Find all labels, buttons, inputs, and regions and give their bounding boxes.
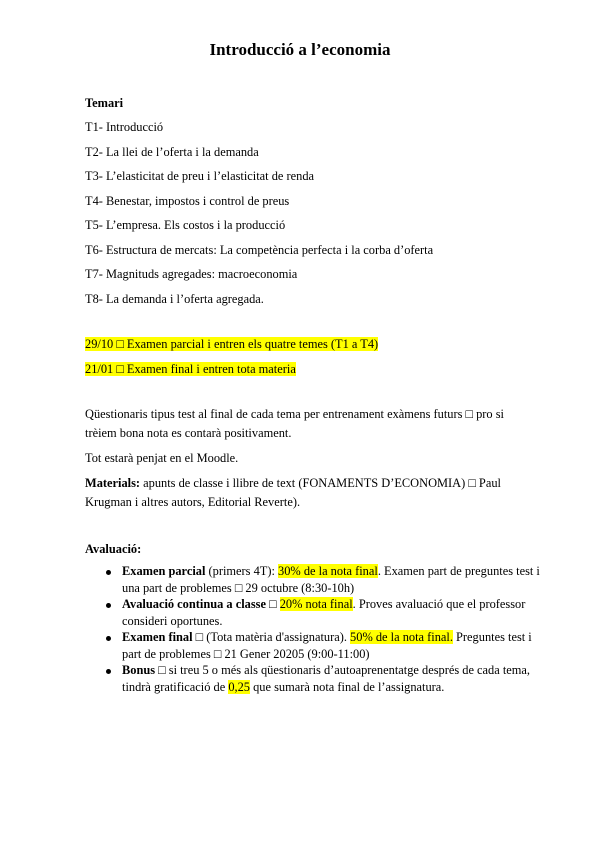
avaluacio-heading: Avaluació: [85,542,142,556]
item-text: □ [266,597,280,611]
list-item [122,563,552,597]
topic-item: T5- L’empresa. Els costos i la producció [85,218,286,232]
item-highlight: 50% de la nota final. [350,630,453,644]
exam-date-final: 21/01 □ Examen final i entren tota materia [85,362,296,376]
item-text: . Proves avaluació que el professor consideri oportunes. [122,597,526,628]
item-text: que sumarà nota final de l’assignatura. [250,680,445,694]
item-label: Examen parcial [122,564,206,578]
materials-text: apunts de classe i llibre de text (FONAMENTS D’ECONOMIA) □ Paul Krugman i altres autors, Editorial Reverte). [85,476,501,509]
item-label: Bonus [122,663,156,677]
item-text: (primers 4T): [205,564,279,578]
materials-label: Materials: [85,476,141,490]
topic-item: T6- Estructura de mercats: La competència perfecta i la corba d’oferta [85,242,434,257]
list-item [122,596,552,630]
avaluacio-list [85,563,552,695]
materials-paragraph [85,474,515,512]
topic-item: T7- Magnituds agregades: macroeconomia [85,267,298,281]
list-item [122,629,552,663]
topic-item: T3- L’elasticitat de preu i l’elasticitat de renda [85,169,315,183]
item-highlight: 30% de la nota final [278,564,378,578]
item-highlight: 20% nota final [279,597,353,611]
topic-item: T2- La llei de l’oferta i la demanda [85,144,259,159]
item-highlight: 0,25 [228,680,250,694]
page-title: Introducció a l’economia [209,40,391,59]
topic-item: T4- Benestar, impostos i control de preus [85,193,290,208]
item-text: □ (Tota matèria d'assignatura). [192,630,351,644]
item-text: □ si treu 5 o més als qüestionaris d’autoaprenentatge després de cada tema, tindrà gratificació de [122,663,531,694]
item-text: Preguntes test i part de problemes □ 21 Gener 20205 (9:00-11:00) [122,630,532,661]
topic-item: T8- La demanda i l’oferta agregada. [85,291,264,306]
questionaris-paragraph: Qüestionaris tipus test al final de cada tema per entrenament exàmens futurs □ pro si trèiem bona nota es contarà positivament. [85,407,504,440]
moodle-paragraph: Tot estarà penjat en el Moodle. [85,451,239,465]
list-item [122,662,552,696]
item-text: . Examen part de preguntes test i una part de problemes □ 29 octubre (8:30-10h) [122,564,540,595]
exam-date-parcial: 29/10 □ Examen parcial i entren els quatre temes (T1 a T4) [85,337,379,351]
item-label: Avaluació continua a classe [122,597,266,611]
temari-heading: Temari [85,96,124,110]
topic-item: T1- Introducció [85,120,164,134]
item-label: Examen final [122,630,193,644]
